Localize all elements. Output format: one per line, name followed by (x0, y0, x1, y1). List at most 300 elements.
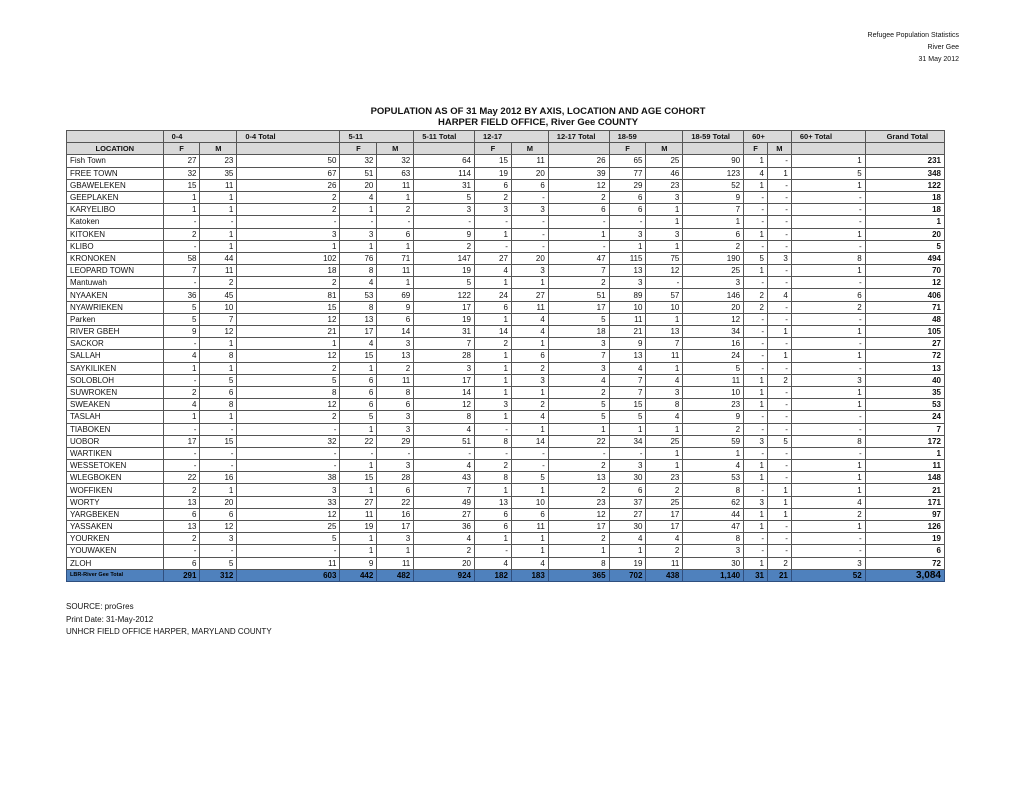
cell-f-0-4: - (163, 338, 200, 350)
report-header (868, 30, 959, 66)
cell-f-18-59: 6 (609, 191, 646, 203)
table-row (67, 216, 945, 228)
cell-f-5-11: 19 (340, 521, 377, 533)
cell-f-0-4: 7 (163, 265, 200, 277)
cell-total-5-11: 3 (414, 362, 475, 374)
cell-m-0-4: 1 (200, 338, 237, 350)
cell-f-5-11: 27 (340, 496, 377, 508)
cell-f-0-4: - (163, 447, 200, 459)
cell-m-12-17: 3 (511, 374, 548, 386)
cell-m-5-11: 16 (377, 508, 414, 520)
cell-total-5-11: 64 (414, 155, 475, 167)
cell-f-18-59: 3 (609, 277, 646, 289)
cell-m-0-4: - (200, 423, 237, 435)
cell-total-5-11: 20 (414, 557, 475, 569)
cell-m-18-59: 23 (646, 179, 683, 191)
cell-m-5-11: - (377, 216, 414, 228)
table-row (67, 179, 945, 191)
cell-f-60-plus: 1 (744, 386, 768, 398)
report-header-line-1: Refugee Population Statistics (867, 32, 959, 39)
cell-m-0-4: 8 (200, 350, 237, 362)
cell-f-0-4: 1 (163, 191, 200, 203)
cell-total-60-plus: 1 (791, 484, 865, 496)
cell-total-12-17: 18 (548, 326, 609, 338)
cell-m-0-4: - (200, 216, 237, 228)
cell-total-5-11: 7 (414, 484, 475, 496)
cell-total-60-plus: - (791, 216, 865, 228)
cell-m-12-17: - (511, 460, 548, 472)
cell-total-12-17: 7 (548, 350, 609, 362)
cell-total-12-17: 1 (548, 423, 609, 435)
cell-f-60-plus: - (744, 191, 768, 203)
cell-m-0-4: - (200, 447, 237, 459)
cell-m-5-11: 32 (377, 155, 414, 167)
cell-m-60-plus: - (767, 533, 791, 545)
cell-f-0-4: 32 (163, 167, 200, 179)
cell-f-0-4: - (163, 460, 200, 472)
cell-m-5-11: 6 (377, 399, 414, 411)
cell-m-60-plus: 1 (767, 484, 791, 496)
table-row (67, 545, 945, 557)
cell-m-0-4: - (200, 545, 237, 557)
cell-f-0-4: 1 (163, 204, 200, 216)
cell-m-12-17: 1 (511, 386, 548, 398)
cell-m-12-17: 10 (511, 496, 548, 508)
cell-location: SACKOR (67, 338, 164, 350)
table-row (67, 167, 945, 179)
cell-total-12-17: 4 (548, 374, 609, 386)
cell-total-18-59: 25 (683, 265, 744, 277)
subheader-blank (865, 143, 944, 155)
cell-f-0-4: 1 (163, 411, 200, 423)
cell-total-0-4: 3 (237, 484, 340, 496)
cell-total-12-17: 13 (548, 472, 609, 484)
cell-m-0-4: 6 (200, 386, 237, 398)
cell-total-18-59: 12 (683, 313, 744, 325)
cell-f-5-11: 76 (340, 252, 377, 264)
cell-total-12-17: 365 (548, 569, 609, 581)
table-row (67, 313, 945, 325)
cell-m-5-11: 9 (377, 301, 414, 313)
cell-f-60-plus: - (744, 411, 768, 423)
cell-f-5-11: 9 (340, 557, 377, 569)
cell-f-0-4: - (163, 374, 200, 386)
table-row (67, 447, 945, 459)
cell-m-0-4: 35 (200, 167, 237, 179)
cell-f-0-4: 2 (163, 386, 200, 398)
cell-m-12-17: 1 (511, 338, 548, 350)
cell-total-5-11: 2 (414, 240, 475, 252)
cell-location: YOURKEN (67, 533, 164, 545)
cell-m-0-4: 312 (200, 569, 237, 581)
cell-location: GBAWELEKEN (67, 179, 164, 191)
cell-total-18-59: 30 (683, 557, 744, 569)
table-row (67, 240, 945, 252)
cell-f-60-plus: 2 (744, 301, 768, 313)
cell-m-12-17: - (511, 447, 548, 459)
cell-location: UOBOR (67, 435, 164, 447)
cell-m-18-59: 10 (646, 301, 683, 313)
cell-m-12-17: 11 (511, 155, 548, 167)
cell-grand-total: 7 (865, 423, 944, 435)
cell-f-18-59: 30 (609, 521, 646, 533)
cell-total-5-11: 8 (414, 411, 475, 423)
cell-total-5-11: 2 (414, 545, 475, 557)
cell-m-0-4: 1 (200, 191, 237, 203)
cell-total-60-plus: - (791, 411, 865, 423)
cell-grand-total: 11 (865, 460, 944, 472)
cell-total-12-17: 6 (548, 204, 609, 216)
cell-total-5-11: 19 (414, 265, 475, 277)
cell-total-5-11: 3 (414, 204, 475, 216)
cell-total-18-59: 3 (683, 277, 744, 289)
cell-f-0-4: 4 (163, 399, 200, 411)
cell-f-60-plus: - (744, 423, 768, 435)
cell-total-0-4: 12 (237, 508, 340, 520)
total-row (67, 569, 945, 581)
cell-f-12-17: - (475, 447, 512, 459)
cell-total-12-17: 2 (548, 533, 609, 545)
cell-m-18-59: 1 (646, 313, 683, 325)
cell-total-60-plus: - (791, 338, 865, 350)
subheader-f: F (475, 143, 512, 155)
cell-total-5-11: 4 (414, 423, 475, 435)
cell-total-0-4: 67 (237, 167, 340, 179)
cell-total-18-59: 23 (683, 399, 744, 411)
cell-total-0-4: 18 (237, 265, 340, 277)
cell-total-60-plus: - (791, 313, 865, 325)
cell-total-18-59: 10 (683, 386, 744, 398)
table-row (67, 374, 945, 386)
cell-total-18-59: 5 (683, 362, 744, 374)
cell-location: SALLAH (67, 350, 164, 362)
cell-m-18-59: 57 (646, 289, 683, 301)
table-row (67, 460, 945, 472)
cell-total-60-plus: 1 (791, 472, 865, 484)
cell-location: WOFFIKEN (67, 484, 164, 496)
cell-f-18-59: 4 (609, 533, 646, 545)
subheader-f: F (340, 143, 377, 155)
cell-m-60-plus: - (767, 447, 791, 459)
cell-f-12-17: 182 (475, 569, 512, 581)
cell-f-18-59: 4 (609, 362, 646, 374)
cell-total-60-plus: - (791, 447, 865, 459)
cell-m-0-4: 12 (200, 326, 237, 338)
subheader-m: M (646, 143, 683, 155)
cell-location: WARTIKEN (67, 447, 164, 459)
cell-f-5-11: 15 (340, 472, 377, 484)
cell-f-5-11: 4 (340, 338, 377, 350)
cell-total-0-4: 50 (237, 155, 340, 167)
cell-m-0-4: 1 (200, 362, 237, 374)
cell-grand-total: 35 (865, 386, 944, 398)
cell-total-0-4: 81 (237, 289, 340, 301)
table-row (67, 399, 945, 411)
cell-m-18-59: - (646, 277, 683, 289)
cell-f-18-59: 13 (609, 265, 646, 277)
cell-f-18-59: 7 (609, 386, 646, 398)
cell-m-18-59: 438 (646, 569, 683, 581)
cell-total-5-11: 14 (414, 386, 475, 398)
cell-f-0-4: 22 (163, 472, 200, 484)
cell-m-18-59: 25 (646, 155, 683, 167)
cell-m-60-plus: 1 (767, 496, 791, 508)
cell-total-0-4: 12 (237, 399, 340, 411)
cell-m-60-plus: 2 (767, 374, 791, 386)
table-row (67, 435, 945, 447)
cell-m-60-plus: - (767, 313, 791, 325)
cell-m-5-11: 17 (377, 521, 414, 533)
cell-total-18-59: 62 (683, 496, 744, 508)
cell-total-0-4: 1 (237, 338, 340, 350)
cell-grand-total: 231 (865, 155, 944, 167)
cell-f-12-17: 2 (475, 191, 512, 203)
cell-m-12-17: - (511, 216, 548, 228)
cell-m-18-59: 11 (646, 350, 683, 362)
cell-f-12-17: 1 (475, 313, 512, 325)
cell-m-5-11: 11 (377, 374, 414, 386)
cell-total-12-17: 12 (548, 179, 609, 191)
cell-f-18-59: 10 (609, 301, 646, 313)
table-row (67, 350, 945, 362)
cell-total-0-4: 603 (237, 569, 340, 581)
cell-m-60-plus: - (767, 155, 791, 167)
cell-m-12-17: - (511, 240, 548, 252)
cell-location: GEEPLAKEN (67, 191, 164, 203)
table-row (67, 277, 945, 289)
cell-m-18-59: 1 (646, 204, 683, 216)
cell-total-60-plus: 1 (791, 265, 865, 277)
group-12-17: 12-17 (475, 131, 549, 143)
cell-location: TIABOKEN (67, 423, 164, 435)
cell-f-5-11: 32 (340, 155, 377, 167)
cell-f-0-4: - (163, 277, 200, 289)
cell-m-18-59: 1 (646, 240, 683, 252)
cell-f-0-4: 9 (163, 326, 200, 338)
subheader-f: F (609, 143, 646, 155)
table-row (67, 484, 945, 496)
cell-total-5-11: - (414, 447, 475, 459)
cell-m-60-plus: - (767, 216, 791, 228)
cell-location: KLIBO (67, 240, 164, 252)
cell-f-12-17: 1 (475, 484, 512, 496)
cell-f-18-59: 77 (609, 167, 646, 179)
cell-grand-total: 1 (865, 216, 944, 228)
cell-m-60-plus: - (767, 240, 791, 252)
cell-f-0-4: 13 (163, 521, 200, 533)
cell-m-18-59: 25 (646, 496, 683, 508)
cell-f-18-59: 11 (609, 313, 646, 325)
cell-m-60-plus: - (767, 423, 791, 435)
cell-f-0-4: 27 (163, 155, 200, 167)
cell-grand-total: 48 (865, 313, 944, 325)
cell-f-18-59: 13 (609, 350, 646, 362)
cell-f-60-plus: - (744, 204, 768, 216)
cell-total-0-4: 2 (237, 191, 340, 203)
cell-f-0-4: 58 (163, 252, 200, 264)
cell-m-60-plus: - (767, 411, 791, 423)
cell-total-5-11: 12 (414, 399, 475, 411)
cell-m-5-11: 8 (377, 386, 414, 398)
cell-m-5-11: 1 (377, 545, 414, 557)
cell-f-5-11: 1 (340, 460, 377, 472)
table-row (67, 362, 945, 374)
cell-total-5-11: 19 (414, 313, 475, 325)
cell-f-60-plus: - (744, 350, 768, 362)
subheader-blank (791, 143, 865, 155)
cell-f-12-17: 6 (475, 179, 512, 191)
cell-m-60-plus: - (767, 228, 791, 240)
cell-f-5-11: 4 (340, 277, 377, 289)
cell-f-60-plus: 2 (744, 289, 768, 301)
cell-m-0-4: 23 (200, 155, 237, 167)
cell-f-0-4: 15 (163, 179, 200, 191)
cell-f-60-plus: 1 (744, 179, 768, 191)
cell-m-12-17: 4 (511, 411, 548, 423)
cell-total-12-17: 2 (548, 460, 609, 472)
cell-f-60-plus: 1 (744, 228, 768, 240)
cell-total-0-4: 11 (237, 557, 340, 569)
cell-total-18-59: 90 (683, 155, 744, 167)
cell-location: YOUWAKEN (67, 545, 164, 557)
cell-f-18-59: 3 (609, 460, 646, 472)
cell-grand-total: 105 (865, 326, 944, 338)
cell-f-12-17: 2 (475, 460, 512, 472)
cell-m-0-4: 1 (200, 228, 237, 240)
table-row (67, 326, 945, 338)
cell-m-0-4: 11 (200, 179, 237, 191)
cell-m-0-4: 16 (200, 472, 237, 484)
cell-total-18-59: 9 (683, 191, 744, 203)
cell-m-5-11: 71 (377, 252, 414, 264)
cell-total-0-4: - (237, 545, 340, 557)
cell-f-18-59: - (609, 216, 646, 228)
subheader-m: M (767, 143, 791, 155)
cell-total-12-17: - (548, 216, 609, 228)
subheader-m: M (377, 143, 414, 155)
cell-m-5-11: 3 (377, 411, 414, 423)
cell-total-60-plus: 6 (791, 289, 865, 301)
cell-total-12-17: 1 (548, 228, 609, 240)
cell-f-18-59: 6 (609, 484, 646, 496)
cell-total-12-17: 47 (548, 252, 609, 264)
cell-m-60-plus: 1 (767, 167, 791, 179)
cell-f-60-plus: - (744, 277, 768, 289)
cell-f-12-17: 1 (475, 386, 512, 398)
group-grand-total: Grand Total (865, 131, 944, 143)
cell-m-5-11: 3 (377, 423, 414, 435)
cell-f-60-plus: 4 (744, 167, 768, 179)
cell-total-60-plus: 1 (791, 521, 865, 533)
cell-total-12-17: 39 (548, 167, 609, 179)
cell-m-5-11: 3 (377, 460, 414, 472)
cell-f-18-59: 19 (609, 557, 646, 569)
cell-total-60-plus: 1 (791, 460, 865, 472)
cell-f-18-59: 1 (609, 240, 646, 252)
cell-total-18-59: 47 (683, 521, 744, 533)
cell-f-0-4: 1 (163, 362, 200, 374)
cell-f-60-plus: - (744, 447, 768, 459)
cell-m-60-plus: 4 (767, 289, 791, 301)
cell-total-5-11: 924 (414, 569, 475, 581)
cell-f-60-plus: 1 (744, 265, 768, 277)
cell-m-0-4: 44 (200, 252, 237, 264)
group-18-59: 18-59 (609, 131, 683, 143)
cell-total-0-4: 2 (237, 277, 340, 289)
cell-location: LBR-River Gee Total (67, 569, 164, 581)
cell-total-0-4: 12 (237, 313, 340, 325)
cell-f-60-plus: - (744, 545, 768, 557)
cell-grand-total: 122 (865, 179, 944, 191)
cell-m-18-59: 4 (646, 533, 683, 545)
cell-m-12-17: 6 (511, 350, 548, 362)
subheader-f: F (163, 143, 200, 155)
cell-f-60-plus: 1 (744, 460, 768, 472)
cell-f-12-17: 1 (475, 533, 512, 545)
cell-grand-total: 1 (865, 447, 944, 459)
cell-m-60-plus: - (767, 472, 791, 484)
cell-m-18-59: 75 (646, 252, 683, 264)
cell-m-18-59: 2 (646, 484, 683, 496)
cell-total-60-plus: 5 (791, 167, 865, 179)
cell-f-5-11: 20 (340, 179, 377, 191)
cell-total-5-11: 114 (414, 167, 475, 179)
population-table (66, 130, 945, 582)
cell-total-5-11: 49 (414, 496, 475, 508)
cell-m-18-59: 8 (646, 399, 683, 411)
cell-m-12-17: 1 (511, 484, 548, 496)
cell-m-0-4: 11 (200, 265, 237, 277)
cell-location: FREE TOWN (67, 167, 164, 179)
cell-f-18-59: 1 (609, 423, 646, 435)
cell-f-60-plus: - (744, 484, 768, 496)
cell-m-0-4: 1 (200, 240, 237, 252)
cell-f-5-11: 6 (340, 386, 377, 398)
subheader-blank (414, 143, 475, 155)
cell-m-5-11: 1 (377, 240, 414, 252)
cell-f-60-plus: - (744, 313, 768, 325)
cell-m-0-4: 8 (200, 399, 237, 411)
cell-m-5-11: 2 (377, 204, 414, 216)
report-title: POPULATION AS OF 31 May 2012 BY AXIS, LOCATION AND AGE COHORT (370, 106, 706, 117)
cell-total-18-59: 2 (683, 240, 744, 252)
cell-location: YARGBEKEN (67, 508, 164, 520)
cell-total-18-59: 6 (683, 228, 744, 240)
cell-total-60-plus: 1 (791, 179, 865, 191)
cell-m-12-17: 4 (511, 313, 548, 325)
cell-total-18-59: 1 (683, 216, 744, 228)
group-60-plus-total: 60+ Total (791, 131, 865, 143)
cell-total-60-plus: - (791, 423, 865, 435)
cell-f-60-plus: 1 (744, 521, 768, 533)
cell-total-60-plus: - (791, 240, 865, 252)
cell-m-12-17: 20 (511, 167, 548, 179)
cell-grand-total: 5 (865, 240, 944, 252)
cell-m-18-59: 12 (646, 265, 683, 277)
cell-m-60-plus: - (767, 301, 791, 313)
cell-m-5-11: 11 (377, 557, 414, 569)
cell-f-5-11: 1 (340, 423, 377, 435)
cell-m-18-59: 3 (646, 386, 683, 398)
cell-m-12-17: 5 (511, 472, 548, 484)
cell-m-5-11: 3 (377, 533, 414, 545)
cell-f-0-4: 291 (163, 569, 200, 581)
cell-grand-total: 19 (865, 533, 944, 545)
cell-f-60-plus: 1 (744, 472, 768, 484)
cell-location: SAYKILIKEN (67, 362, 164, 374)
table-row (67, 496, 945, 508)
cell-m-18-59: 1 (646, 447, 683, 459)
